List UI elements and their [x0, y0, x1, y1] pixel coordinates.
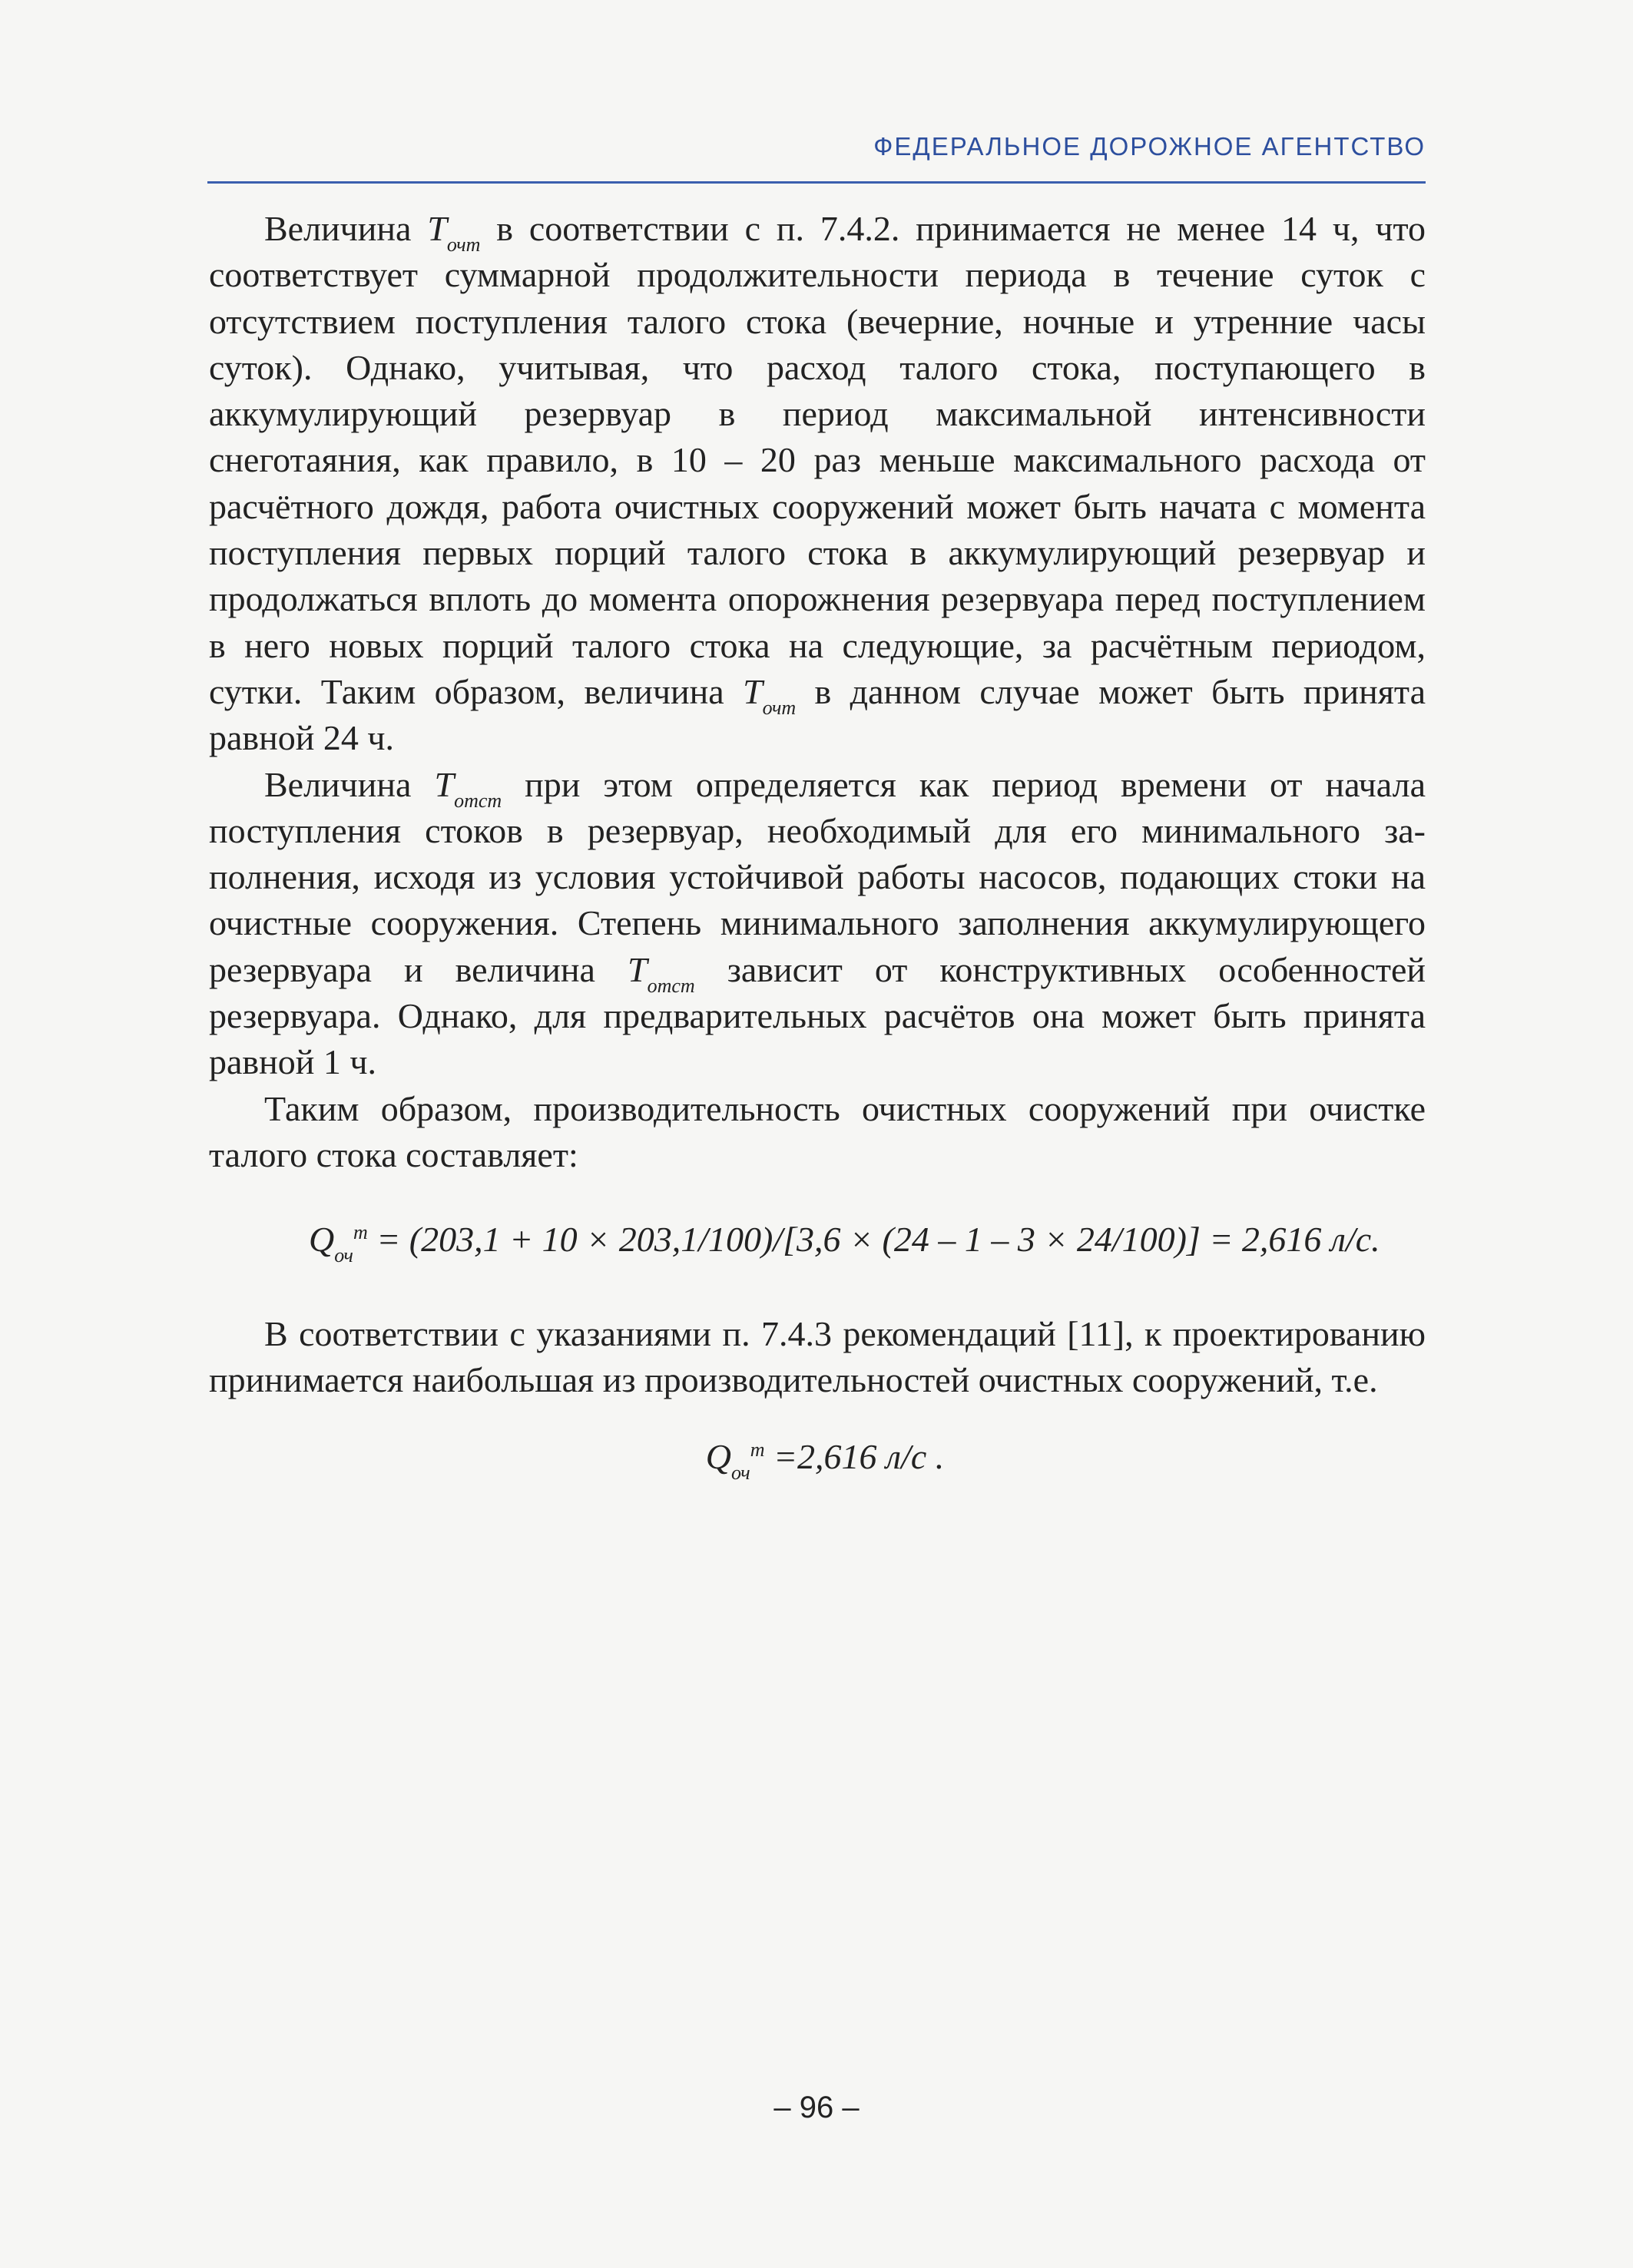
symbol-subscript: очт	[446, 233, 481, 256]
symbol-t: T	[427, 209, 447, 248]
page-body	[209, 206, 1426, 1485]
header-rule	[207, 181, 1426, 184]
symbol-t: T	[627, 949, 648, 989]
paragraph: В соответствии с указаниями п. 7.4.3 рекомендаций [11], к проектированию принимается наибольшая из производительностей очистных сооружений, т.е.	[209, 1313, 1426, 1399]
symbol-t: T	[434, 764, 455, 804]
symbol-subscript: отст	[454, 789, 502, 812]
symbol-subscript: отст	[647, 974, 695, 997]
paragraph: Величина $T_{очт}$ в соответствии с п. 7.4.2. принимается не менее 14 ч, что соответствует суммарной продолжительности периода в течение суток с отсутствием поступления талого стока (вечерние, ночные и утренние часы суток). Однако, учитывая, что расход талого стока, поступающего в аккумулирующий резервуар в период максимальной интенсивности снеготаяния, как правило, в 10 – 20 раз меньше максимального расхода от расчётного дождя, работа очистных сооружений может быть начата с момента поступления первых порций талого стока в аккумулирующий резервуар и продолжаться вплоть до момента опорожнения резервуара перед поступлением в него новых порций талого стока на следующие, за расчётным периодом, сутки. Таким образом, величина $T_{очт}$ в данном случае может быть принята равной 24 ч.	[209, 209, 1426, 758]
paragraph: Таким образом, производительность очистных сооружений при очистке талого стока составляет:	[209, 1088, 1426, 1174]
page-number: – 96 –	[773, 2091, 860, 2124]
running-header: ФЕДЕРАЛЬНОЕ ДОРОЖНОЕ АГЕНТСТВО	[873, 132, 1426, 161]
paragraph: Величина $T_{отст}$ при этом определяется как период времени от начала поступления стоков в резервуар, необходимый для его минимального заполнения, исходя из условия устойчивой работы насосов, подающих стоки на очистные сооружения. Степень минимального заполнения аккумулирующего резервуара и величина $T_{отст}$ зависит от конструктивных особенностей резервуара. Однако, для предварительных расчётов она может быть принята равной 1 ч.	[209, 764, 1426, 1082]
formula-capacity: $Q_{оч}^т = (203,1 + 10 \times 203,1/100)/[3,6 \times (24 - 1 - 3 \times 24/100)] = 2,616$ л/с.	[309, 1220, 1380, 1267]
symbol-t: T	[743, 671, 763, 711]
formula-result: $Q_{оч}^т =2,616$ л/с .	[705, 1437, 945, 1485]
symbol-subscript: очт	[762, 696, 797, 719]
